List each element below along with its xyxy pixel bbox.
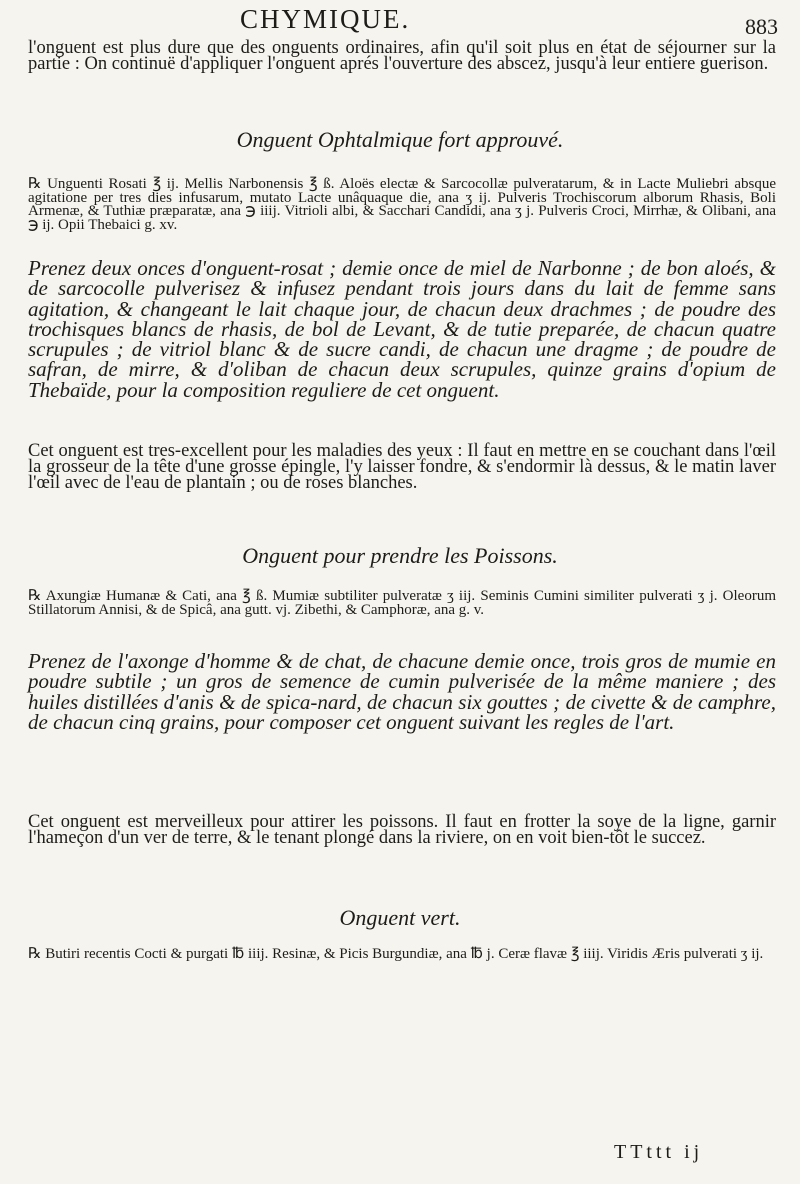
section-title-green-ointment: Onguent vert. <box>339 905 461 930</box>
commentary-fishing: Cet onguent est merveilleux pour attirer les poissons. Il faut en frotter la soye de la ligne, garnir l'hameçon d'un ver de terre, & le tenant plongé dans la riviere, on en voit bien-tôt le succez. <box>28 812 776 848</box>
formula-green-block <box>28 948 776 962</box>
page-number: 883 <box>745 14 778 39</box>
commentary-ophthalmic-block <box>28 443 776 491</box>
commentary-ophthalmic: Cet onguent est tres-excellent pour les maladies des yeux : Il faut en mettre en se couchant dans l'œil la grosseur de la tête d'une grosse épingle, l'y laisser fondre, & s'endormir là dessus, & le matin laver l'œil avec de l'eau de plantain ; ou de roses blanches. <box>28 441 776 493</box>
signature-mark: TTttt ij <box>614 1141 704 1163</box>
french-instruction-fishing: Prenez de l'axonge d'homme & de chat, de chacune demie once, trois gros de mumie en poudre subtile ; un gros de semence de cumin pulverisée de la même maniere ; des huiles distillées d'anis & de spica-nard, de chacun six gouttes ; de civette & de camphre, de chacun cinq grains, pour composer cet onguent suivant les regles de l'art. <box>28 649 776 734</box>
latin-formula-green: ℞ Butiri recentis Cocti & purgati ℔ iiij. Resinæ, & Picis Burgundiæ, ana ℔ j. Ceræ flavæ ℥ iiij. Viridis Æris pulverati ʒ ij. <box>28 946 764 962</box>
section-title-ophthalmic-ointment: Onguent Ophtalmique fort approuvé. <box>236 127 564 152</box>
instruction-ophthalmic-block <box>28 258 776 400</box>
formula-fishing-block <box>28 590 776 617</box>
intro-paragraph-block <box>28 40 776 72</box>
running-head: CHYMIQUE. <box>240 4 411 34</box>
latin-formula-ophthalmic: ℞ Unguenti Rosati ℥ ij. Mellis Narbonensis ℥ ß. Aloës electæ & Sarcocollæ pulveratarum, & in Lacte Muliebri absque agitatione per tres dies infusarum, mutato Lacte unâquaque die, ana ʒ ij. Pulveris Trochiscorum alborum Rhasis, Boli Armenæ, & Tuthiæ præparatæ, ana ℈ iiij. Vitrioli albi, & Sacchari Candidi, ana ʒ j. Pulveris Croci, Mirrhæ, & Olibani, ana ℈ ij. Opii Thebaici g. xv. <box>28 176 776 233</box>
intro-paragraph: l'onguent est plus dure que des onguents ordinaires, afin qu'il soit plus en état de séjourner sur la partie : On continuë d'appliquer l'onguent aprés l'ouverture des abscez, jusqu'à leur entiere guerison. <box>28 38 776 74</box>
french-instruction-ophthalmic: Prenez deux onces d'onguent-rosat ; demie once de miel de Narbonne ; de bon aloés, & de sarcocolle pulverisez & infusez pendant trois jours dans du lait de femme sans agitation, & changeant le lait chaque jour, de chacun deux drachmes ; de poudre des trochisques blancs de rhasis, de bol de Levant, & de tutie preparée, de chacun quatre scrupules ; de vitriol blanc & de sucre candi, de chacun une dragme ; de poudre de safran, de mirre, & d'oliban de chacun deux scrupules, quinze grains d'opium de Thebaïde, pour la composition reguliere de cet onguent. <box>28 256 776 402</box>
commentary-fishing-block <box>28 814 776 846</box>
latin-formula-fishing: ℞ Axungiæ Humanæ & Cati, ana ℥ ß. Mumiæ subtiliter pulveratæ ʒ iij. Seminis Cumini similiter pulverati ʒ j. Oleorum Stillatorum Annisi, & de Spicâ, ana gutt. vj. Zibethi, & Camphoræ, ana g. v. <box>28 588 776 618</box>
formula-ophthalmic-block <box>28 178 776 232</box>
instruction-fishing-block <box>28 651 776 732</box>
section-title-fishing-ointment: Onguent pour prendre les Poissons. <box>242 543 558 568</box>
page-header <box>0 4 800 38</box>
